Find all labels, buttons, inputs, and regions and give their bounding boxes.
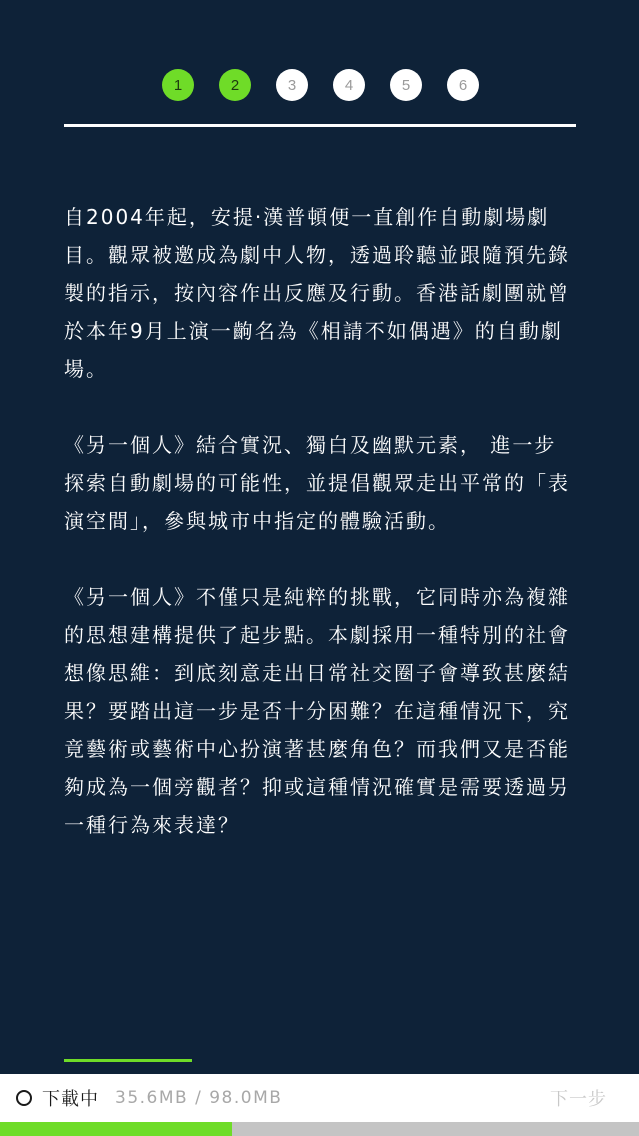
download-size-text: 35.6MB / 98.0MB <box>115 1088 283 1108</box>
step-2[interactable]: 2 <box>219 69 251 101</box>
step-4[interactable]: 4 <box>333 69 365 101</box>
step-1[interactable]: 1 <box>162 69 194 101</box>
step-3[interactable]: 3 <box>276 69 308 101</box>
header-divider <box>64 124 576 127</box>
download-status-label: 下載中 <box>42 1089 99 1110</box>
circle-icon <box>16 1090 32 1106</box>
step-indicator <box>162 69 479 101</box>
download-progress-fill <box>0 1122 232 1136</box>
download-progress-track <box>0 1122 639 1136</box>
article-body <box>64 198 576 882</box>
step-6[interactable]: 6 <box>447 69 479 101</box>
step-5[interactable]: 5 <box>390 69 422 101</box>
section-progress-line <box>64 1059 192 1062</box>
next-button[interactable]: 下一步 <box>550 1089 607 1110</box>
paragraph-2: 《另一個人》結合實況、獨白及幽默元素， 進一步探索自動劇場的可能性，並提倡觀眾走出平常的「表演空間」，參與城市中指定的體驗活動。 <box>64 433 570 533</box>
download-bar <box>0 1074 639 1122</box>
paragraph-3: 《另一個人》不僅只是純粹的挑戰，它同時亦為複雜的思想建構提供了起步點。本劇採用一種特別的社會想像思維：到底刻意走出日常社交圈子會導致甚麼結果？要踏出這一步是否十分困難？在這種情況下，究竟藝術或藝術中心扮演著甚麼角色？而我們又是否能夠成為一個旁觀者？抑或這種情況確實是需要透過另一種行為來表達？ <box>64 585 570 837</box>
paragraph-1: 自2004年起，安提·漢普頓便一直創作自動劇場劇目。觀眾被邀成為劇中人物，透過聆聽並跟隨預先錄製的指示，按內容作出反應及行動。香港話劇團就曾於本年9月上演一齣名為《相請不如偶遇》的自動劇場。 <box>64 205 570 381</box>
